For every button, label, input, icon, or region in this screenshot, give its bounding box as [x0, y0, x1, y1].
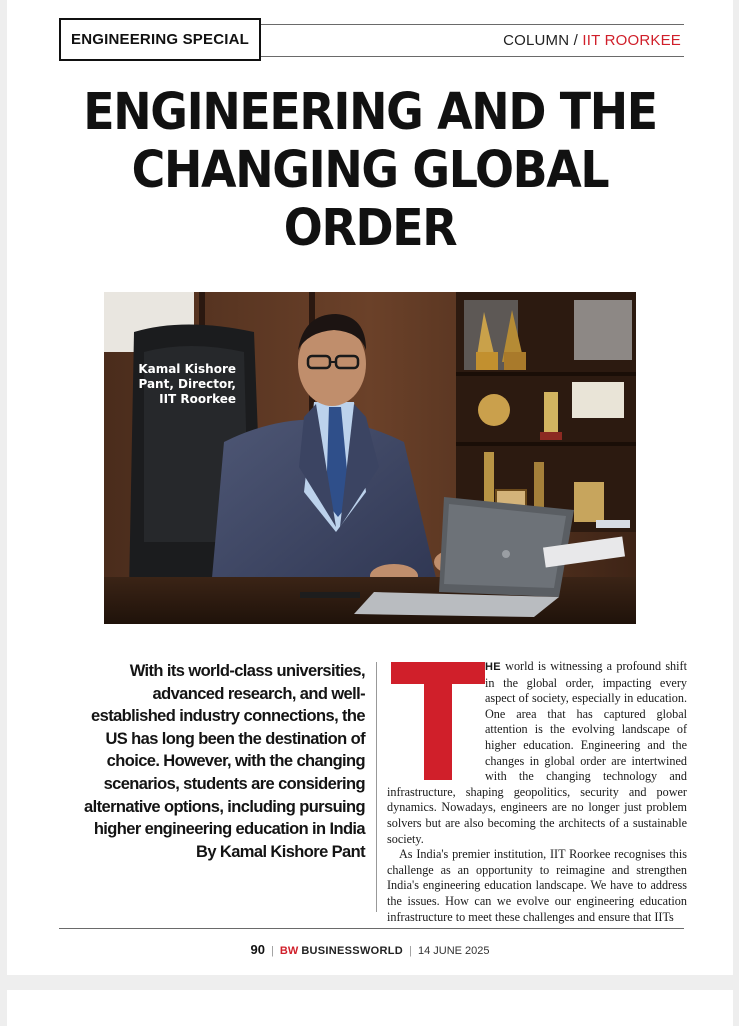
footer-separator: |	[271, 945, 274, 957]
section-label: ENGINEERING SPECIAL	[71, 31, 249, 48]
body-paragraph: As India's premier institution, IIT Roorkee recognises this challenge as an opportunity to reimagine and strengthen India's engineering education landscape. We have to address the issues. How can we evolve our engineering education infrastructure to meet these challenges and ensure that IITs	[387, 847, 687, 924]
page-number: 90	[250, 942, 265, 957]
brand-name: BUSINESSWORLD	[301, 945, 403, 957]
article-body	[387, 659, 687, 925]
column-separator: /	[573, 32, 579, 49]
article-headline: ENGINEERING AND THE CHANGING GLOBAL ORDER	[83, 83, 657, 258]
column-label: COLUMN	[503, 32, 570, 49]
drop-cap-letter: T	[437, 722, 439, 723]
byline: By Kamal Kishore Pant	[196, 842, 365, 861]
photo-caption-line: Kamal Kishore	[138, 362, 236, 376]
footer-rule	[59, 928, 684, 929]
brand-short: BW	[279, 945, 299, 957]
column-tag	[503, 32, 681, 49]
magazine-page	[7, 0, 733, 975]
paragraph-text: world is witnessing a profound shift in the global order, impacting every aspect of society, especially in education. One area that has captured global attention is the evolving landscape of higher education. Engineering and the changes in global order are intertwined with the changing technology and infrastructure, shaping geopolitics, security and power dynamics. Nowadays, engineers are no longer just problem solvers but are also becoming the architects of a sustainable society.	[387, 659, 687, 846]
photo-caption-line: IIT Roorkee	[159, 392, 236, 406]
drop-cap-space	[387, 659, 485, 781]
next-page-edge	[7, 990, 733, 1026]
photo-caption-line: Pant, Director,	[138, 377, 236, 391]
column-divider	[376, 662, 377, 912]
photo-caption	[104, 362, 236, 407]
lead-in: HE	[485, 661, 501, 673]
page-footer	[7, 942, 733, 957]
issue-date: 14 JUNE 2025	[417, 945, 490, 957]
article-photo	[104, 292, 636, 624]
article-intro	[77, 660, 365, 863]
section-label-box	[59, 18, 261, 61]
column-source: IIT ROORKEE	[582, 32, 681, 49]
intro-text: With its world-class universities, advanced research, and well-established industry connections, the US has long been the destination of choice. However, with the changing scenarios, students are considering alternative options, including pursuing higher engineering education in India	[84, 662, 365, 839]
office-portrait-illustration	[104, 292, 636, 624]
footer-separator: |	[409, 945, 412, 957]
